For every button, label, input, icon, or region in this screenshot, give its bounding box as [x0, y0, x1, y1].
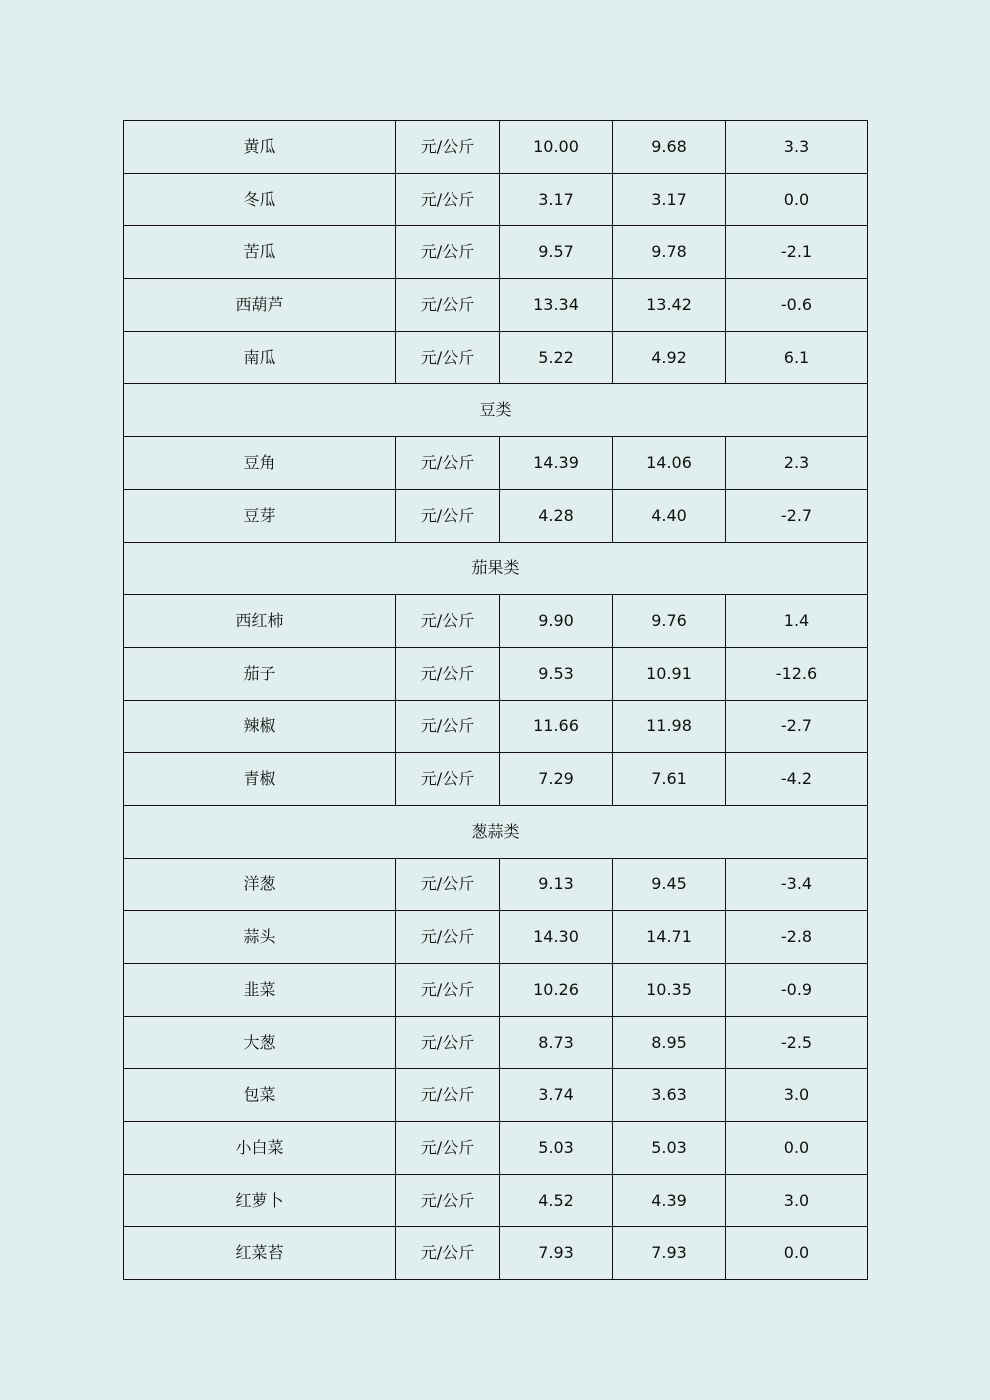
unit-cell: 元/公斤	[396, 595, 500, 648]
change-percent-cell: -0.9	[726, 964, 868, 1017]
unit-cell: 元/公斤	[396, 753, 500, 806]
previous-price-cell: 9.68	[613, 121, 726, 174]
change-percent-cell: 3.3	[726, 121, 868, 174]
item-name-cell: 包菜	[124, 1069, 396, 1122]
current-price-cell: 13.34	[500, 279, 613, 332]
current-price-cell: 7.93	[500, 1227, 613, 1280]
current-price-cell: 9.13	[500, 858, 613, 911]
previous-price-cell: 9.45	[613, 858, 726, 911]
previous-price-cell: 10.91	[613, 647, 726, 700]
item-name-cell: 小白菜	[124, 1122, 396, 1175]
current-price-cell: 9.53	[500, 647, 613, 700]
current-price-cell: 8.73	[500, 1016, 613, 1069]
item-name-cell: 西葫芦	[124, 279, 396, 332]
table-row	[124, 911, 868, 964]
item-name-cell: 冬瓜	[124, 173, 396, 226]
table-row	[124, 226, 868, 279]
item-name-cell: 红萝卜	[124, 1174, 396, 1227]
previous-price-cell: 4.40	[613, 489, 726, 542]
category-row	[124, 805, 868, 858]
current-price-cell: 9.90	[500, 595, 613, 648]
previous-price-cell: 9.78	[613, 226, 726, 279]
unit-cell: 元/公斤	[396, 700, 500, 753]
unit-cell: 元/公斤	[396, 1174, 500, 1227]
unit-cell: 元/公斤	[396, 911, 500, 964]
change-percent-cell: 2.3	[726, 437, 868, 490]
change-percent-cell: -12.6	[726, 647, 868, 700]
item-name-cell: 蒜头	[124, 911, 396, 964]
current-price-cell: 14.39	[500, 437, 613, 490]
vegetable-price-table	[123, 120, 868, 1280]
previous-price-cell: 14.71	[613, 911, 726, 964]
previous-price-cell: 3.17	[613, 173, 726, 226]
unit-cell: 元/公斤	[396, 1069, 500, 1122]
unit-cell: 元/公斤	[396, 1122, 500, 1175]
current-price-cell: 5.03	[500, 1122, 613, 1175]
current-price-cell: 4.28	[500, 489, 613, 542]
table-row	[124, 1122, 868, 1175]
item-name-cell: 大葱	[124, 1016, 396, 1069]
item-name-cell: 青椒	[124, 753, 396, 806]
category-row	[124, 542, 868, 595]
table-row	[124, 964, 868, 1017]
unit-cell: 元/公斤	[396, 489, 500, 542]
table-row	[124, 858, 868, 911]
current-price-cell: 9.57	[500, 226, 613, 279]
change-percent-cell: -3.4	[726, 858, 868, 911]
unit-cell: 元/公斤	[396, 226, 500, 279]
category-label: 豆类	[124, 384, 868, 437]
current-price-cell: 11.66	[500, 700, 613, 753]
unit-cell: 元/公斤	[396, 279, 500, 332]
table-row	[124, 1227, 868, 1280]
table-row	[124, 173, 868, 226]
current-price-cell: 10.00	[500, 121, 613, 174]
previous-price-cell: 4.39	[613, 1174, 726, 1227]
current-price-cell: 10.26	[500, 964, 613, 1017]
table-row	[124, 1069, 868, 1122]
previous-price-cell: 8.95	[613, 1016, 726, 1069]
category-label: 葱蒜类	[124, 805, 868, 858]
unit-cell: 元/公斤	[396, 121, 500, 174]
unit-cell: 元/公斤	[396, 964, 500, 1017]
previous-price-cell: 7.61	[613, 753, 726, 806]
table-row	[124, 121, 868, 174]
table-row	[124, 700, 868, 753]
change-percent-cell: 0.0	[726, 1227, 868, 1280]
unit-cell: 元/公斤	[396, 331, 500, 384]
previous-price-cell: 9.76	[613, 595, 726, 648]
previous-price-cell: 7.93	[613, 1227, 726, 1280]
previous-price-cell: 3.63	[613, 1069, 726, 1122]
previous-price-cell: 13.42	[613, 279, 726, 332]
current-price-cell: 4.52	[500, 1174, 613, 1227]
change-percent-cell: 3.0	[726, 1069, 868, 1122]
change-percent-cell: -2.7	[726, 700, 868, 753]
table-row	[124, 437, 868, 490]
item-name-cell: 苦瓜	[124, 226, 396, 279]
previous-price-cell: 11.98	[613, 700, 726, 753]
previous-price-cell: 10.35	[613, 964, 726, 1017]
change-percent-cell: -2.7	[726, 489, 868, 542]
table-row	[124, 647, 868, 700]
table-row	[124, 595, 868, 648]
table-row	[124, 331, 868, 384]
item-name-cell: 韭菜	[124, 964, 396, 1017]
table-row	[124, 753, 868, 806]
previous-price-cell: 14.06	[613, 437, 726, 490]
unit-cell: 元/公斤	[396, 1227, 500, 1280]
unit-cell: 元/公斤	[396, 437, 500, 490]
item-name-cell: 红菜苔	[124, 1227, 396, 1280]
item-name-cell: 南瓜	[124, 331, 396, 384]
change-percent-cell: -0.6	[726, 279, 868, 332]
table-row	[124, 1174, 868, 1227]
table-row	[124, 1016, 868, 1069]
current-price-cell: 5.22	[500, 331, 613, 384]
unit-cell: 元/公斤	[396, 647, 500, 700]
current-price-cell: 3.74	[500, 1069, 613, 1122]
current-price-cell: 3.17	[500, 173, 613, 226]
current-price-cell: 14.30	[500, 911, 613, 964]
change-percent-cell: 3.0	[726, 1174, 868, 1227]
change-percent-cell: 0.0	[726, 1122, 868, 1175]
item-name-cell: 豆芽	[124, 489, 396, 542]
item-name-cell: 黄瓜	[124, 121, 396, 174]
previous-price-cell: 5.03	[613, 1122, 726, 1175]
table-row	[124, 489, 868, 542]
unit-cell: 元/公斤	[396, 173, 500, 226]
table-row	[124, 279, 868, 332]
item-name-cell: 辣椒	[124, 700, 396, 753]
item-name-cell: 豆角	[124, 437, 396, 490]
change-percent-cell: 1.4	[726, 595, 868, 648]
item-name-cell: 洋葱	[124, 858, 396, 911]
current-price-cell: 7.29	[500, 753, 613, 806]
table-body	[124, 121, 868, 1280]
change-percent-cell: 6.1	[726, 331, 868, 384]
change-percent-cell: 0.0	[726, 173, 868, 226]
category-row	[124, 384, 868, 437]
change-percent-cell: -2.8	[726, 911, 868, 964]
previous-price-cell: 4.92	[613, 331, 726, 384]
item-name-cell: 西红柿	[124, 595, 396, 648]
unit-cell: 元/公斤	[396, 1016, 500, 1069]
change-percent-cell: -4.2	[726, 753, 868, 806]
change-percent-cell: -2.1	[726, 226, 868, 279]
change-percent-cell: -2.5	[726, 1016, 868, 1069]
item-name-cell: 茄子	[124, 647, 396, 700]
unit-cell: 元/公斤	[396, 858, 500, 911]
category-label: 茄果类	[124, 542, 868, 595]
